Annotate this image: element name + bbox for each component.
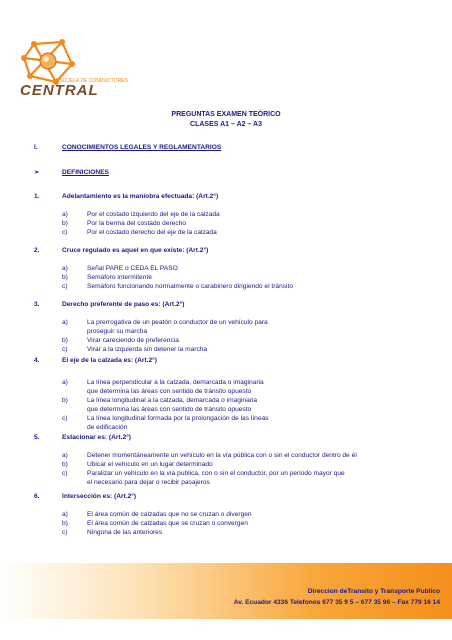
option-text: La línea longitudinal a la calzada, demarcada o imaginaria — [87, 397, 258, 404]
option-letter: b) — [62, 220, 68, 227]
option-text-continued: que determina las áreas con sentido de tránsito opuesto — [87, 406, 252, 413]
question-text: Intersección es: (Art.2°) — [62, 493, 137, 500]
question-number: 3. — [34, 301, 40, 308]
footer-organization: Direccion deTransito y Transporte Publico — [307, 588, 440, 595]
option-letter: a) — [62, 511, 68, 518]
option-letter: b) — [62, 461, 68, 468]
option-text: Semáforo intermitente — [87, 274, 152, 281]
question-number: 6. — [34, 493, 40, 500]
option-text: Por el costado derecho del eje de la calzada — [87, 229, 217, 236]
option-text: El área común de calzadas que se cruzan o convergen — [87, 520, 248, 527]
option-text: El área común de calzadas que no se cruzan o divergen — [87, 511, 252, 518]
option-text: La prerrogativa de un peatón o conductor de un vehículo para — [87, 319, 268, 326]
option-letter: c) — [62, 283, 68, 290]
option-text: Detener momentáneamente un vehículo en la vía pública con o sin el conductor dentro de él — [87, 452, 357, 459]
option-letter: b) — [62, 274, 68, 281]
option-text: Ubicar el vehículo en un lugar determinado — [87, 461, 213, 468]
footer-banner — [0, 563, 452, 619]
section-number: I. — [34, 144, 38, 151]
option-text-continued: el necesario para dejar o recibir pasajeros — [87, 479, 210, 486]
question-text: Estacionar es: (Art.2°) — [62, 434, 131, 441]
option-letter: a) — [62, 452, 68, 459]
option-text: Virar a la izquierda sin detener la marcha — [87, 346, 208, 353]
subsection-title: DEFINICIONES — [62, 169, 109, 176]
option-text: Ninguna de las anteriores — [87, 529, 163, 536]
page-subtitle: CLASES A1 – A2 – A3 — [190, 121, 262, 128]
option-text: Paralizar un vehículo en la vía publica, con o sin el conductor, por un periodo mayor que — [87, 470, 345, 477]
option-text-continued: que determina las áreas con sentido de tránsito opuesto — [87, 388, 252, 395]
logo-subtitle: ESCUELA DE CONDUCTORES — [56, 78, 128, 84]
question-text: El eje de la calzada es: (Art.2°) — [62, 357, 157, 364]
option-letter: a) — [62, 319, 68, 326]
option-text: Virar careciendo de preferencia — [87, 337, 179, 344]
option-text: Por la berma del costado derecho — [87, 220, 186, 227]
option-letter: c) — [62, 529, 68, 536]
option-text: La línea perpendicular a la calzada, demarcada o imaginaria — [87, 379, 264, 386]
question-text: Cruce regulado es aquel en que existe: (Art.2°) — [62, 247, 209, 254]
section-title: CONOCIMIENTOS LEGALES Y REGLAMENTARIOS — [62, 144, 222, 151]
option-text: La línea longitudinal formada por la prolongación de las líneas — [87, 415, 269, 422]
page-title: PREGUNTAS EXAMEN TEÓRICO — [171, 111, 281, 118]
question-number: 1. — [34, 193, 40, 200]
option-text: Por el costado izquierdo del eje de la calzada — [87, 211, 220, 218]
option-text-continued: proseguir su marcha — [87, 328, 148, 335]
option-letter: c) — [62, 470, 68, 477]
option-letter: b) — [62, 520, 68, 527]
option-letter: c) — [62, 415, 68, 422]
option-letter: a) — [62, 379, 68, 386]
logo-wordmark: CENTRAL — [20, 82, 99, 99]
question-text: Adelantamiento es la maniobra efectuada: (Art.2°) — [62, 193, 219, 200]
option-letter: b) — [62, 337, 68, 344]
option-letter: a) — [62, 265, 68, 272]
option-text-continued: de edificación — [87, 424, 128, 431]
option-letter: a) — [62, 211, 68, 218]
option-letter: c) — [62, 229, 68, 236]
option-text: Semáforo funcionando normalmente o carabinero dirigiendo el tránsito — [87, 283, 293, 290]
option-letter: b) — [62, 397, 68, 404]
arrow-bullet-icon: ➢ — [34, 169, 40, 176]
question-number: 2. — [34, 247, 40, 254]
footer-contact: Av. Ecuador 4336 Telefonos 677 35 9 5 – 677 35 96 – Fax 779 16 14 — [233, 599, 440, 606]
question-number: 5. — [34, 434, 40, 441]
option-letter: c) — [62, 346, 68, 353]
option-text: Señal PARE o CEDA EL PASO — [87, 265, 178, 272]
question-text: Derecho preferente de paso es: (Art.2°) — [62, 301, 185, 308]
question-number: 4. — [34, 357, 40, 364]
